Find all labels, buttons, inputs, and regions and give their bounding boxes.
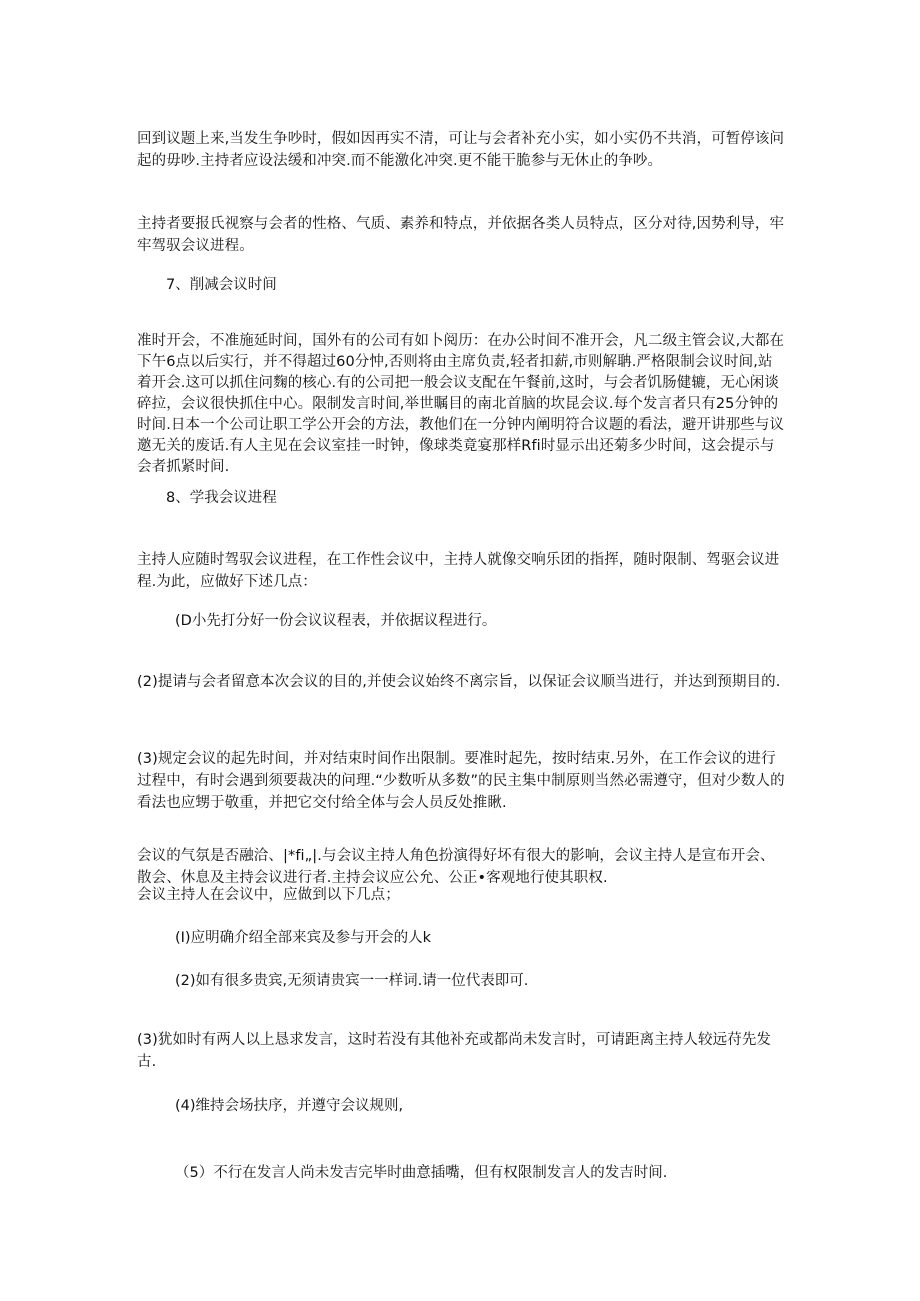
list-item-many-guests: (2)如有很多贵宾,无须请贵宾一一样词.请一位代表即可. (175, 973, 529, 989)
list-item-multiple-speakers: (3)犹如时有两人以上恳求发言，这时若没有其他补充或都尚未发言时，可请距离主持人较远苻先发古. (137, 1032, 772, 1070)
list-item-agenda: (D小先打分好一份会议议程表，并依据议程进行。 (175, 613, 497, 629)
paragraph-host-should: 会议主持人在会议中，应做到以下几点； (137, 887, 400, 903)
paragraph-atmosphere: 会议的气氛是否融洽、|*fi„|.与会议主持人角色扮演得好坏有很大的影响，会议主持人是宣布开会、散会、休息及主持会议进行者.主持会议应公允、公正•客观地行使其职权. (137, 848, 775, 886)
list-item-introduce-guests: (I)应明确介绍全部来宾及参与开会的人k (175, 930, 431, 946)
list-item-no-interrupt: （5）不行在发言人尚未发吉完毕时曲意插嘴，但有权限制发言人的发吉时间. (175, 1165, 668, 1181)
section-heading-7: 7、削减会议时间 (166, 277, 277, 293)
section-heading-8: 8、学我会议进程 (166, 490, 277, 506)
paragraph-control-progress: 主持人应随时驾驭会议进程，在工作性会议中，主持人就像交响乐团的指挥，随时限制、驾驱会议进程.为此，应做好下述几点： (137, 552, 780, 590)
paragraph-observe-participants: 主持者要报氏视察与会者的性格、气质、素养和特点，并依据各类人员特点，区分对待,因势利导，牢牢驾驭会议进程。 (137, 216, 785, 254)
list-item-order: (4)维持会场扶序，并遵守会议规则, (175, 1098, 404, 1114)
paragraph-reduce-meeting-time: 准时开会，不准施延时间，国外有的公司有如卜阅历：在办公时间不准开会，凡二级主管会议,大都在下午6点以后实行，并不得超过60分忡,否则将由主席负责,轻者扣薪,市则解聃.严格限制会议时间,站着开会.这可以抓住问麴的核心.有的公司把一般会议支配在午餐前,这时，与会者饥肠健辘，无心闲谈碎拉，会议很快抓住中心。限制发言时间,举世瞩目的南北首脑的坎昆会议.每个发言者只有25分钟的时间.日本一个公司让职工学公开会的方法，教他们在一分钟内阐明符合议题的看法，避开讲那些与议邀无关的废话.有人主见在会议室挂一时钟，像球类竟宴那样Rfi时显示出还菊多少时间，这会提示与会者抓紧时间. (137, 333, 785, 475)
list-item-purpose: (2)提请与会者留意本次会议的目的,并使会议始终不离宗旨，以保证会议顺当进行，并达到预期目的. (137, 674, 781, 690)
paragraph-dispute-handling: 回到议题上来,当发生争吵时，假如因再实不清，可让与会者补充小实，如小实仍不共消，可暂停该问起的毋吵.主持者应设法缓和冲突.而不能激化冲突.更不能干脆参与无休止的争吵。 (137, 131, 785, 169)
list-item-time-limits: (3)规定会议的起先时间，并对结束时间作出限制。要准时起先，按时结束.另外，在工作会议的进行过程中，有时会遇到须要裁决的问理.“少数听从多数”的民主集中制原则当然必需遵守，但对少数人的看法也应甥于敬重，并把它交付给全体与会人员反处推瞅. (137, 751, 785, 811)
